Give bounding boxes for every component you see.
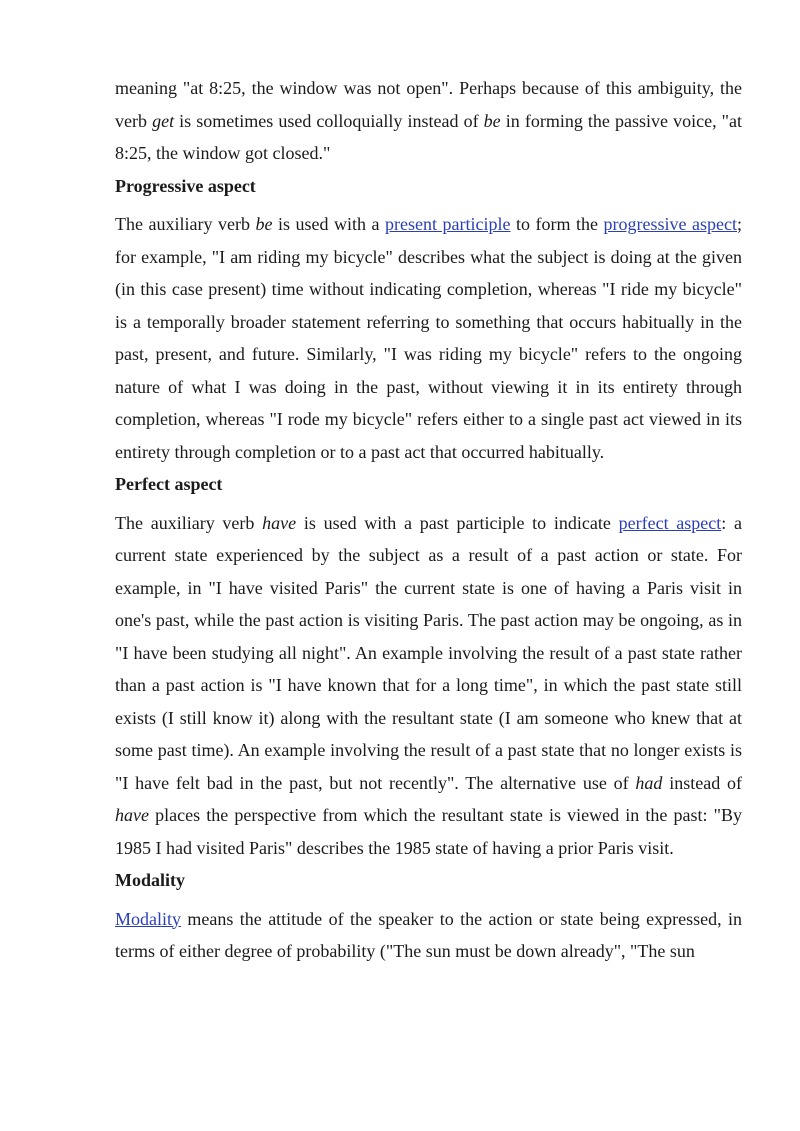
paragraph-passive-voice: meaning "at 8:25, the window was not open". Perhaps because of this ambiguity, the verb get is sometimes used colloquially instead of be in forming the passive voice, "at 8:25, the window got closed." <box>115 78 742 163</box>
link-progressive-aspect[interactable]: progressive aspect <box>603 214 737 234</box>
link-perfect-aspect[interactable]: perfect aspect <box>618 512 722 533</box>
heading-perfect-aspect: Perfect aspect <box>115 474 223 494</box>
link-present-participle[interactable]: present participle <box>385 214 511 234</box>
link-modality[interactable]: Modality <box>115 908 181 929</box>
heading-modality: Modality <box>115 870 185 890</box>
paragraph-modality: Modality means the attitude of the speaker to the action or state being expressed, in terms of either degree of probability ("The sun must be down already", "The sun <box>115 908 742 961</box>
document-page <box>115 72 742 968</box>
paragraph-perfect-aspect: The auxiliary verb have is used with a past participle to indicate perfect aspect: a current state experienced by the subject as a result of a past action or state. For example, in "I have visited Paris" the current state is one of having a Paris visit in one's past, while the past action is visiting Paris. The past action may be ongoing, as in "I have been studying all night". An example involving the result of a past state rather than a past action is "I have known that for a long time", in which the past state still exists (I still know it) along with the resultant state (I am someone who knew that at some past time). An example involving the result of a past state that no longer exists is "I have felt bad in the past, but not recently". The alternative use of had instead of have places the perspective from which the resultant state is viewed in the past: "By 1985 I had visited Paris" describes the 1985 state of having a prior Paris visit. <box>115 512 743 858</box>
paragraph-progressive-aspect: The auxiliary verb be is used with a present participle to form the progressive aspect; for example, "I am riding my bicycle" describes what the subject is doing at the given (in this case present) time without indicating completion, whereas "I ride my bicycle" is a temporally broader statement referring to something that occurs habitually in the past, present, and future. Similarly, "I was riding my bicycle" refers to the ongoing nature of what I was doing in the past, without viewing it in its entirety through completion, whereas "I rode my bicycle" refers either to a single past act viewed in its entirety through completion or to a past act that occurred habitually. <box>115 214 743 462</box>
heading-progressive-aspect: Progressive aspect <box>115 175 256 196</box>
